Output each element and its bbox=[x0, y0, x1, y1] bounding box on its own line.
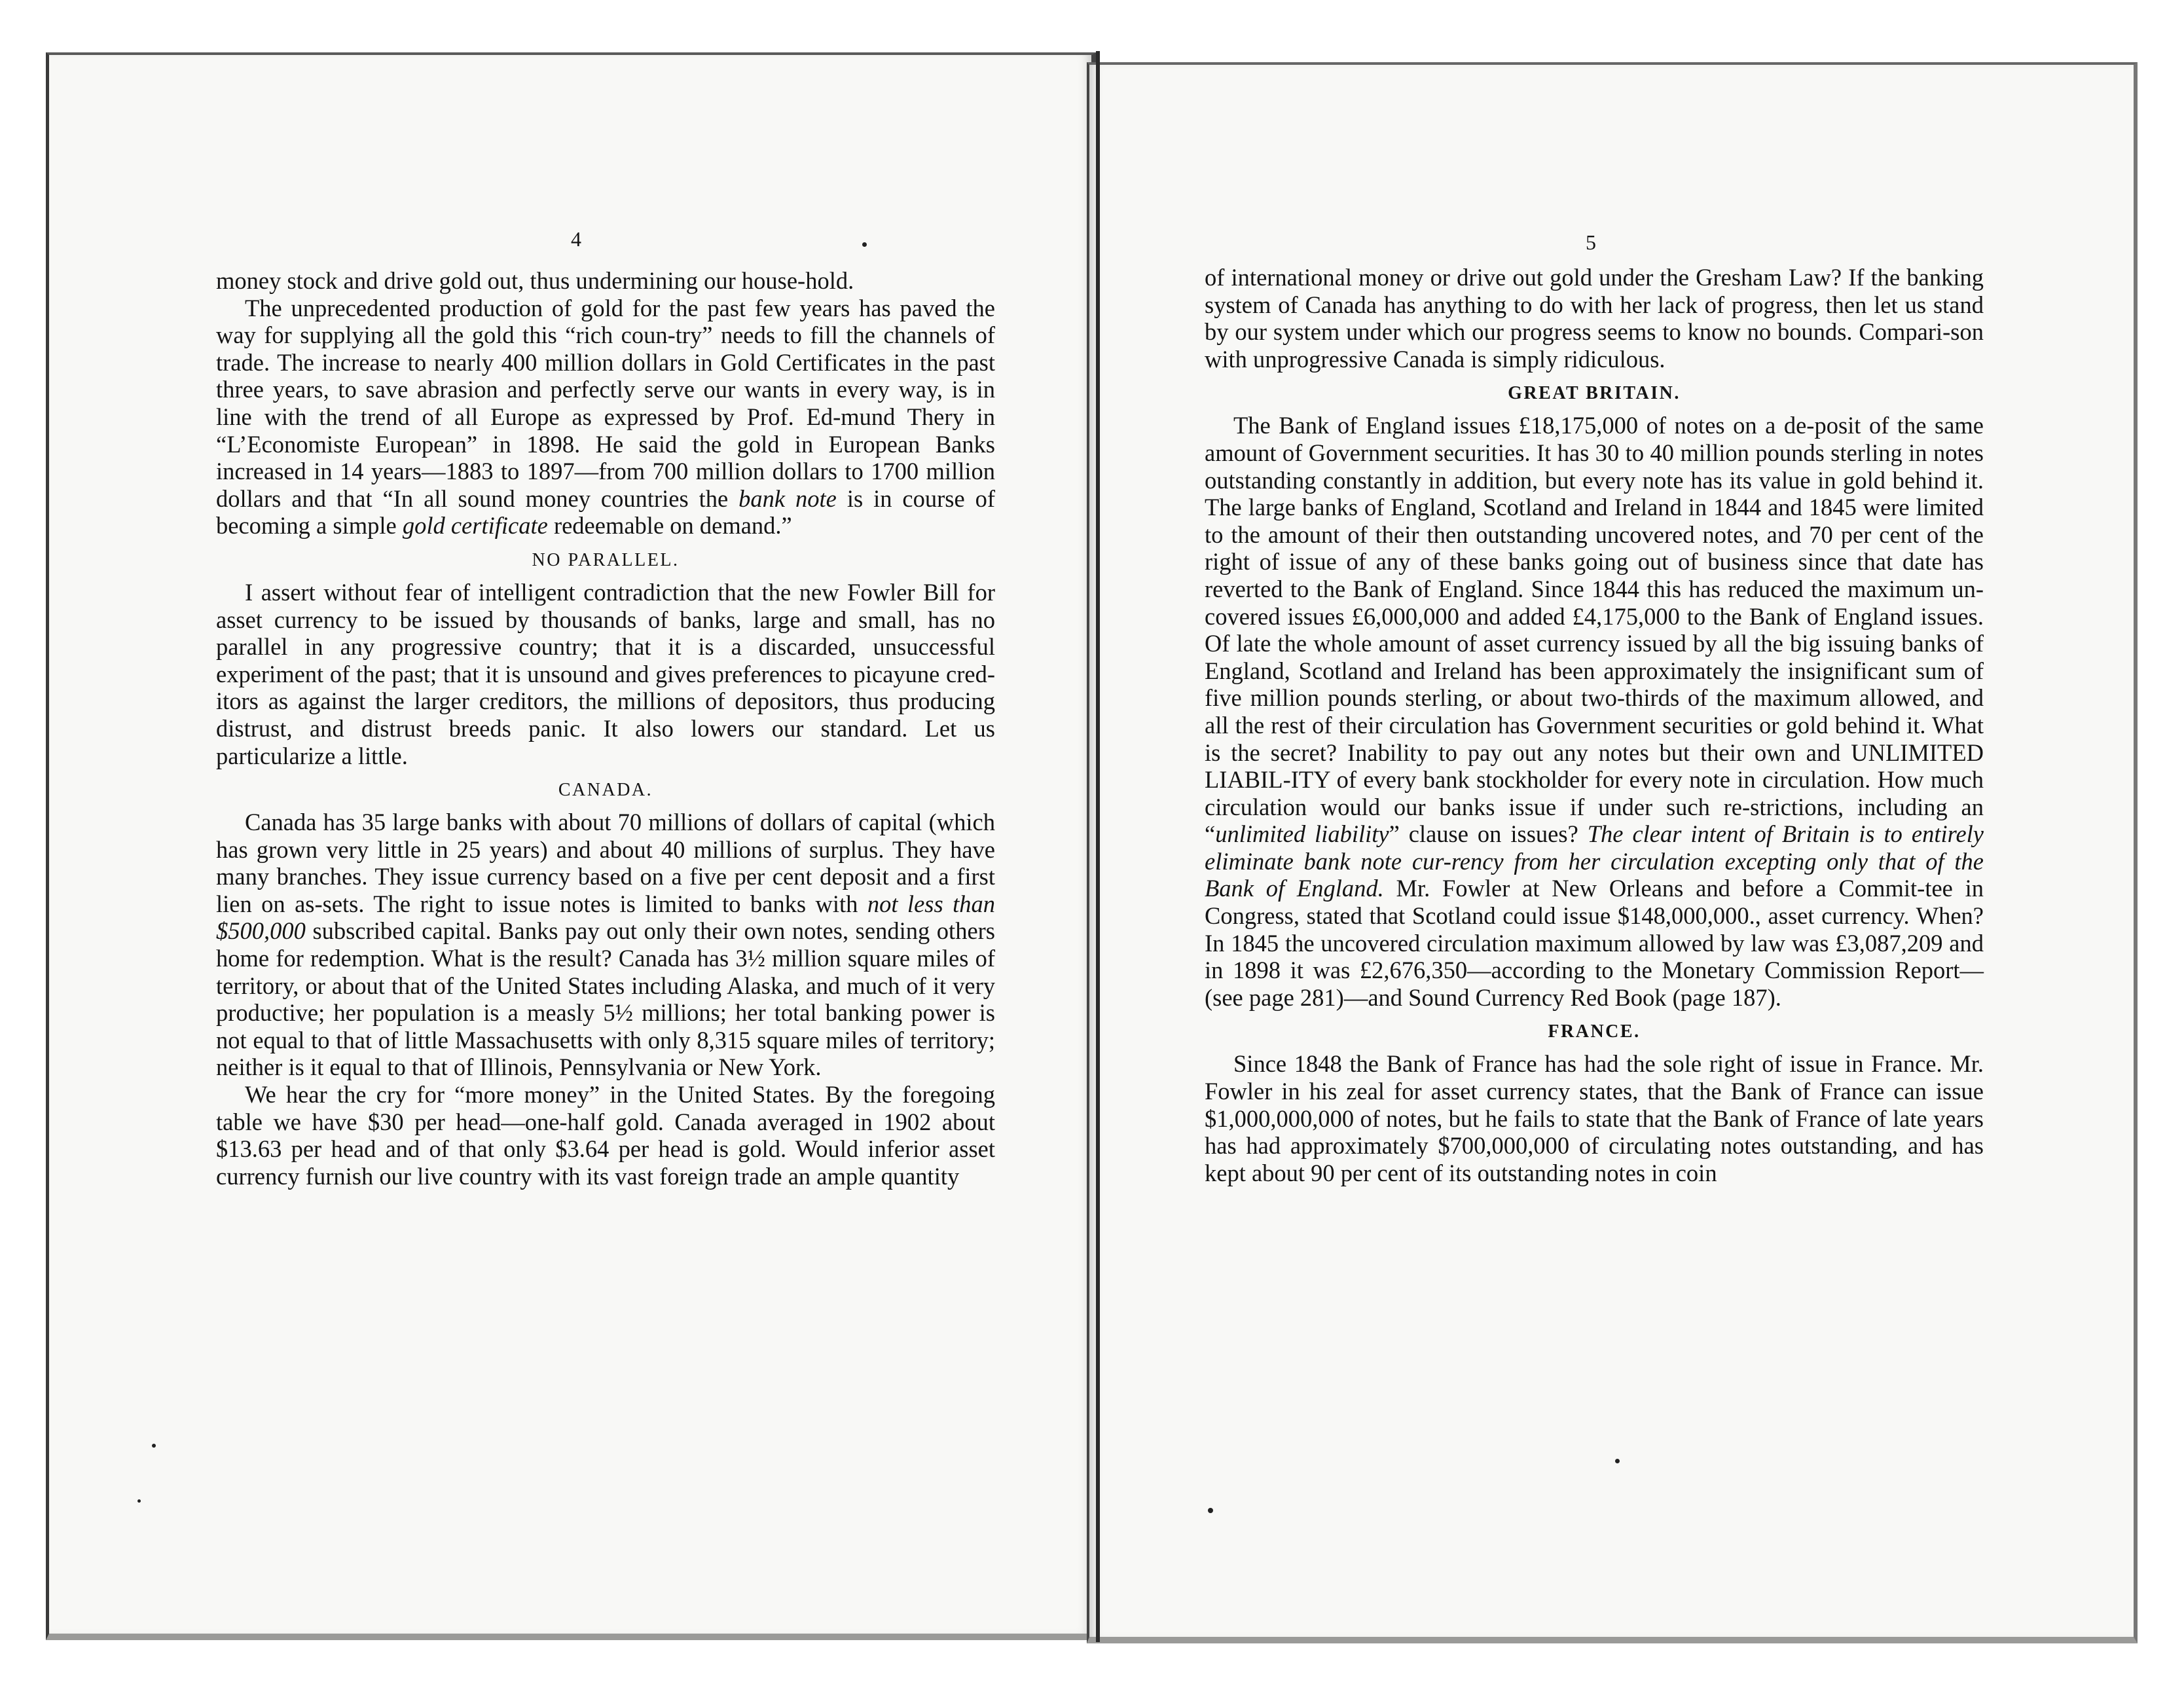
canada-text-b: subscribed capital. Banks pay out only their own notes, sending others home for redemption. What is the result? Canada has 3½ million square miles of territory, or about that of the United States including Alaska, and much of it very productive; her population is a measly 5½ millions; her total banking power is not equal to that of little Massachusetts with only 8,315 square miles of territory; neither is it equal to that of Illinois, Pennsylvania or New York. bbox=[216, 917, 995, 1081]
italic-clear-intent: The clear intent of Britain is to entirely eliminate bank note cur-rency from her circulation excepting only that of the Bank of England. bbox=[1205, 820, 1984, 902]
paragraph-household: money stock and drive gold out, thus undermining our house-hold. bbox=[216, 267, 854, 294]
italic-capital-limit: not less than $500,000 bbox=[216, 890, 995, 945]
ink-speck bbox=[862, 242, 867, 247]
gold-production-text-b: is in course of becoming a simple bbox=[216, 485, 996, 540]
book-spine bbox=[1096, 51, 1100, 1642]
paragraph-canada bbox=[216, 809, 995, 1081]
britain-text-b: ” clause on issues? bbox=[1389, 820, 1578, 848]
gold-production-text: The unprecedented production of gold for the past few years has paved the way for supplying all the gold this “rich coun-try” needs to fill the channels of trade. The increase to nearly 400 million dollars in Gold Certificates in the past three years, to save abrasion and perfectly serve our wants in every way, is in line with the trend of all Europe as expressed by Prof. Ed-mund Thery in “L’Economiste European” in 1898. He said the gold in European Banks increased in 14 years—1883 to 1897—from 700 million dollars to 1700 million dollars and that “In all sound money countries the bbox=[216, 294, 995, 512]
heading-canada: CANADA. bbox=[558, 780, 653, 801]
page-number-left: 4 bbox=[571, 227, 581, 251]
heading-no-parallel: NO PARALLEL. bbox=[532, 549, 680, 570]
paragraph-great-britain bbox=[1205, 412, 1984, 1011]
ink-speck bbox=[137, 1499, 141, 1503]
page-number-right: 5 bbox=[1586, 230, 1596, 254]
paragraph-more-money: We hear the cry for “more money” in the United States. By the foregoing table we have $30 per head—one-half gold. Canada averaged in 1902 about $13.63 per head and of that only $3.64 per head is gold. Would inferior asset currency furnish our live country with its vast foreign trade an ample quantity bbox=[216, 1081, 995, 1190]
ink-speck bbox=[1208, 1508, 1213, 1513]
heading-france: FRANCE. bbox=[1548, 1021, 1641, 1042]
italic-bank-note: bank note bbox=[738, 485, 837, 512]
left-page-text bbox=[216, 267, 995, 1190]
paragraph-france: Since 1848 the Bank of France has had the sole right of issue in France. Mr. Fowler in his zeal for asset currency states, that the Bank of France can issue $1,000,000,000 of notes, but he fails to state that the Bank of France of late years has had approximately $700,000,000 of circulating notes outstanding, and has kept about 90 per cent of its outstanding notes in coin bbox=[1205, 1050, 1984, 1186]
paragraph-no-parallel: I assert without fear of intelligent contradiction that the new Fowler Bill for asset currency to be issued by thousands of banks, large and small, has no parallel in any progressive country; that it is a discarded, unsuccessful experiment of the past; that it is unsound and gives preferences to picayune cred-itors as against the larger creditors, the millions of depositors, thus producing distrust, and distrust breeds panic. It also lowers our standard. Let us particularize a little. bbox=[216, 578, 995, 769]
italic-unlimited-liability: unlimited liability bbox=[1215, 820, 1389, 848]
italic-gold-certificate: gold certificate bbox=[402, 512, 548, 540]
ink-speck bbox=[152, 1444, 156, 1448]
paragraph-gresham-law: of international money or drive out gold under the Gresham Law? If the banking system of Canada has anything to do with her lack of progress, then let us stand by our system under which our progress seems to know no bounds. Compari-son with unprogressive Canada is simply ridiculous. bbox=[1205, 264, 1984, 373]
britain-text-a: The Bank of England issues £18,175,000 of notes on a de-posit of the same amount of Government securities. It has 30 to 40 million pounds sterling in notes outstanding constantly in addition, but every note has its value in gold behind it. The large banks of England, Scotland and Ireland in 1844 and 1845 were limited to the amount of their then outstanding uncovered notes, and 70 per cent of the right of issue of any of these banks going out of business since that date has reverted to the Bank of England. Since 1844 this has reduced the maximum un-covered issues £6,000,000 and added £4,175,000 to the Bank of England issues. Of late the whole amount of asset currency issued by all the big issuing banks of England, Scotland and Ireland has been approximately the insignificant sum of five million pounds sterling, or about two-thirds of the maximum allowed, and all the rest of their circulation has Government securities or gold behind it. What is the secret? Inability to pay out any notes but their own and UNLIMITED LIABIL-ITY of every bank stockholder for every note in circulation. How much circulation would our banks issue if under such re-strictions, including an “ bbox=[1205, 412, 1984, 848]
britain-text-c: Mr. Fowler at New Orleans and before a Commit-tee in Congress, stated that Scotland could issue $148,000,000., asset currency. When? In 1845 the uncovered circulation maximum allowed by law was £3,087,209 and in 1898 it was £2,676,350—according to the Monetary Commission Report—(see page 281)—and Sound Currency Red Book (page 187). bbox=[1205, 875, 1984, 1011]
paragraph-gold-production bbox=[216, 295, 995, 540]
right-page-text bbox=[1205, 264, 1984, 1186]
heading-great-britain: GREAT BRITAIN. bbox=[1508, 383, 1681, 404]
ink-speck bbox=[1615, 1459, 1620, 1463]
canada-text-a: Canada has 35 large banks with about 70 millions of dollars of capital (which has grown very little in 25 years) and about 40 millions of surplus. They have many branches. They issue currency based on a five per cent deposit and a first lien on as-sets. The right to issue notes is limited to banks with bbox=[216, 809, 995, 917]
gold-production-text-c: redeemable on demand.” bbox=[553, 512, 792, 540]
